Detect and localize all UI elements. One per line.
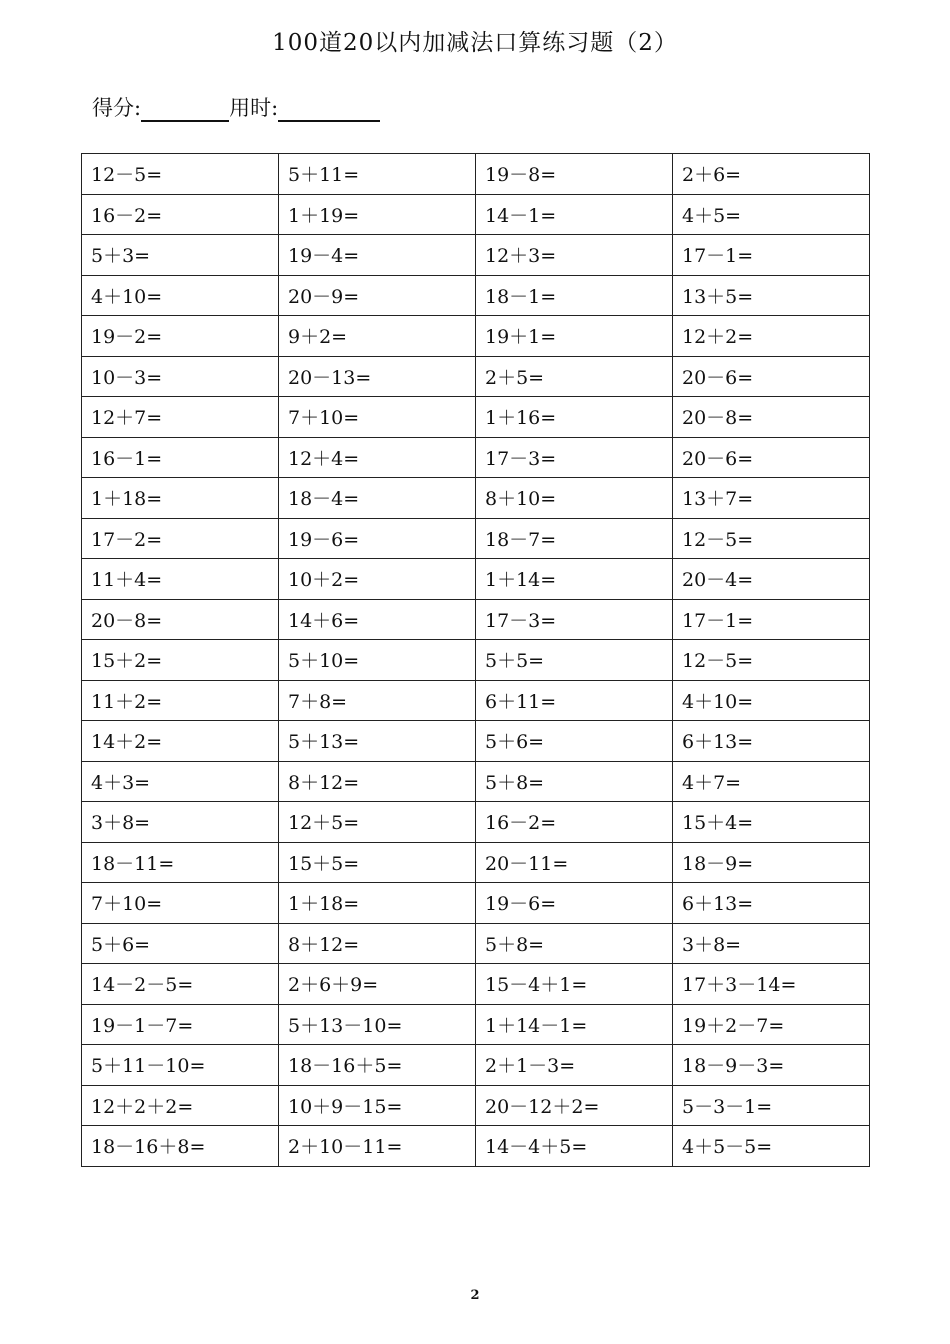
problem-cell[interactable]: 5－3－1= — [673, 1085, 870, 1126]
problem-cell[interactable]: 7＋8= — [279, 680, 476, 721]
problem-cell[interactable]: 4＋5= — [673, 194, 870, 235]
problem-cell[interactable]: 15＋4= — [673, 802, 870, 843]
table-row — [82, 680, 870, 721]
problem-cell[interactable]: 20－6= — [673, 437, 870, 478]
problem-cell[interactable]: 1＋14= — [476, 559, 673, 600]
problem-cell[interactable]: 18－9= — [673, 842, 870, 883]
problem-cell[interactable]: 19－6= — [279, 518, 476, 559]
problem-cell[interactable]: 2＋6＋9= — [279, 964, 476, 1005]
problem-cell[interactable]: 13＋7= — [673, 478, 870, 519]
problem-cell[interactable]: 11＋2= — [82, 680, 279, 721]
problem-cell[interactable]: 16－2= — [476, 802, 673, 843]
problem-cell[interactable]: 12－5= — [673, 518, 870, 559]
problem-cell[interactable]: 13＋5= — [673, 275, 870, 316]
problem-cell[interactable]: 8＋12= — [279, 761, 476, 802]
problem-cell[interactable]: 2＋6= — [673, 154, 870, 195]
problem-cell[interactable]: 17－1= — [673, 235, 870, 276]
problem-cell[interactable]: 18－4= — [279, 478, 476, 519]
problem-cell[interactable]: 18－16＋5= — [279, 1045, 476, 1086]
table-row — [82, 1045, 870, 1086]
problem-cell[interactable]: 16－1= — [82, 437, 279, 478]
table-row — [82, 721, 870, 762]
problem-cell[interactable]: 1＋19= — [279, 194, 476, 235]
problem-cell[interactable]: 17－3= — [476, 437, 673, 478]
table-row — [82, 194, 870, 235]
problem-cell[interactable]: 7＋10= — [82, 883, 279, 924]
problem-cell[interactable]: 8＋12= — [279, 923, 476, 964]
problem-cell[interactable]: 11＋4= — [82, 559, 279, 600]
problem-cell[interactable]: 5＋11－10= — [82, 1045, 279, 1086]
problem-cell[interactable]: 18－9－3= — [673, 1045, 870, 1086]
problem-cell[interactable]: 12＋2＋2= — [82, 1085, 279, 1126]
table-row — [82, 1004, 870, 1045]
problem-cell[interactable]: 20－6= — [673, 356, 870, 397]
table-row — [82, 518, 870, 559]
problem-cell[interactable]: 5＋13= — [279, 721, 476, 762]
problem-cell[interactable]: 5＋10= — [279, 640, 476, 681]
problem-cell[interactable]: 2＋1－3= — [476, 1045, 673, 1086]
problem-cell[interactable]: 17－2= — [82, 518, 279, 559]
problem-cell[interactable]: 4＋7= — [673, 761, 870, 802]
table-row — [82, 1126, 870, 1167]
problem-cell[interactable]: 10＋2= — [279, 559, 476, 600]
problem-cell[interactable]: 15＋2= — [82, 640, 279, 681]
table-row — [82, 1085, 870, 1126]
problem-cell[interactable]: 14＋2= — [82, 721, 279, 762]
problem-cell[interactable]: 18－7= — [476, 518, 673, 559]
table-row — [82, 316, 870, 357]
problem-cell[interactable]: 6＋13= — [673, 721, 870, 762]
table-row — [82, 842, 870, 883]
problem-cell[interactable]: 18－16＋8= — [82, 1126, 279, 1167]
problem-cell[interactable]: 12＋5= — [279, 802, 476, 843]
problem-cell[interactable]: 20－8= — [82, 599, 279, 640]
page-number: 2 — [470, 1288, 480, 1303]
problem-cell[interactable]: 1＋14－1= — [476, 1004, 673, 1045]
problem-cell[interactable]: 18－11= — [82, 842, 279, 883]
problem-cell[interactable]: 5＋6= — [82, 923, 279, 964]
problem-cell[interactable]: 10＋9－15= — [279, 1085, 476, 1126]
problem-cell[interactable]: 15－4＋1= — [476, 964, 673, 1005]
problem-cell[interactable]: 12－5= — [82, 154, 279, 195]
problem-cell[interactable]: 2＋10－11= — [279, 1126, 476, 1167]
problem-cell[interactable]: 20－8= — [673, 397, 870, 438]
problem-cell[interactable]: 5＋8= — [476, 923, 673, 964]
problem-cell[interactable]: 9＋2= — [279, 316, 476, 357]
problem-cell[interactable]: 19－4= — [279, 235, 476, 276]
problem-cell[interactable]: 4＋10= — [673, 680, 870, 721]
table-row — [82, 640, 870, 681]
problem-cell[interactable]: 19＋2－7= — [673, 1004, 870, 1045]
problem-cell[interactable]: 6＋13= — [673, 883, 870, 924]
table-row — [82, 356, 870, 397]
problem-cell[interactable]: 5＋13－10= — [279, 1004, 476, 1045]
problem-cell[interactable]: 8＋10= — [476, 478, 673, 519]
problem-cell[interactable]: 4＋3= — [82, 761, 279, 802]
problem-cell[interactable]: 15＋5= — [279, 842, 476, 883]
table-row — [82, 599, 870, 640]
problem-cell[interactable]: 17＋3－14= — [673, 964, 870, 1005]
problem-cell[interactable]: 20－12＋2= — [476, 1085, 673, 1126]
problem-cell[interactable]: 14－2－5= — [82, 964, 279, 1005]
problem-cell[interactable]: 18－1= — [476, 275, 673, 316]
table-row — [82, 964, 870, 1005]
problem-table — [81, 153, 870, 1167]
table-row — [82, 923, 870, 964]
time-label: 用时: — [229, 96, 279, 120]
table-row — [82, 397, 870, 438]
table-row — [82, 437, 870, 478]
problem-cell[interactable]: 4＋5－5= — [673, 1126, 870, 1167]
problem-cell[interactable]: 5＋11= — [279, 154, 476, 195]
problem-cell[interactable]: 5＋3= — [82, 235, 279, 276]
time-blank[interactable] — [278, 96, 380, 122]
problem-cell[interactable]: 3＋8= — [673, 923, 870, 964]
problem-cell[interactable]: 5＋5= — [476, 640, 673, 681]
table-row — [82, 235, 870, 276]
problem-cell[interactable]: 20－4= — [673, 559, 870, 600]
problem-cell[interactable]: 17－3= — [476, 599, 673, 640]
problem-cell[interactable]: 14－1= — [476, 194, 673, 235]
problem-cell[interactable]: 1＋16= — [476, 397, 673, 438]
page-title: 100道20以内加减法口算练习题（2） — [272, 30, 678, 56]
problem-cell[interactable]: 3＋8= — [82, 802, 279, 843]
table-row — [82, 761, 870, 802]
problem-cell[interactable]: 19＋1= — [476, 316, 673, 357]
problem-cell[interactable]: 2＋5= — [476, 356, 673, 397]
problem-cell[interactable]: 1＋18= — [82, 478, 279, 519]
problem-cell[interactable]: 19－6= — [476, 883, 673, 924]
problem-cell[interactable]: 14＋6= — [279, 599, 476, 640]
problem-cell[interactable]: 12＋2= — [673, 316, 870, 357]
problem-cell[interactable]: 16－2= — [82, 194, 279, 235]
table-row — [82, 559, 870, 600]
problem-cell[interactable]: 12－5= — [673, 640, 870, 681]
problem-cell[interactable]: 19－8= — [476, 154, 673, 195]
problem-cell[interactable]: 4＋10= — [82, 275, 279, 316]
problem-cell[interactable]: 12＋4= — [279, 437, 476, 478]
problem-cell[interactable]: 17－1= — [673, 599, 870, 640]
problem-cell[interactable]: 20－13= — [279, 356, 476, 397]
problem-cell[interactable]: 19－2= — [82, 316, 279, 357]
score-blank[interactable] — [141, 96, 229, 122]
problem-cell[interactable]: 20－11= — [476, 842, 673, 883]
score-time-line — [92, 92, 380, 122]
score-label: 得分: — [92, 96, 142, 120]
problem-cell[interactable]: 12＋3= — [476, 235, 673, 276]
table-row — [82, 275, 870, 316]
problem-cell[interactable]: 1＋18= — [279, 883, 476, 924]
table-row — [82, 154, 870, 195]
table-row — [82, 883, 870, 924]
problem-cell[interactable]: 19－1－7= — [82, 1004, 279, 1045]
problem-cell[interactable]: 7＋10= — [279, 397, 476, 438]
table-row — [82, 802, 870, 843]
table-row — [82, 478, 870, 519]
problem-cell[interactable]: 6＋11= — [476, 680, 673, 721]
problem-cell[interactable]: 5＋8= — [476, 761, 673, 802]
problem-cell[interactable]: 10－3= — [82, 356, 279, 397]
problem-cell[interactable]: 14－4＋5= — [476, 1126, 673, 1167]
problem-cell[interactable]: 5＋6= — [476, 721, 673, 762]
problem-cell[interactable]: 20－9= — [279, 275, 476, 316]
problem-cell[interactable]: 12＋7= — [82, 397, 279, 438]
